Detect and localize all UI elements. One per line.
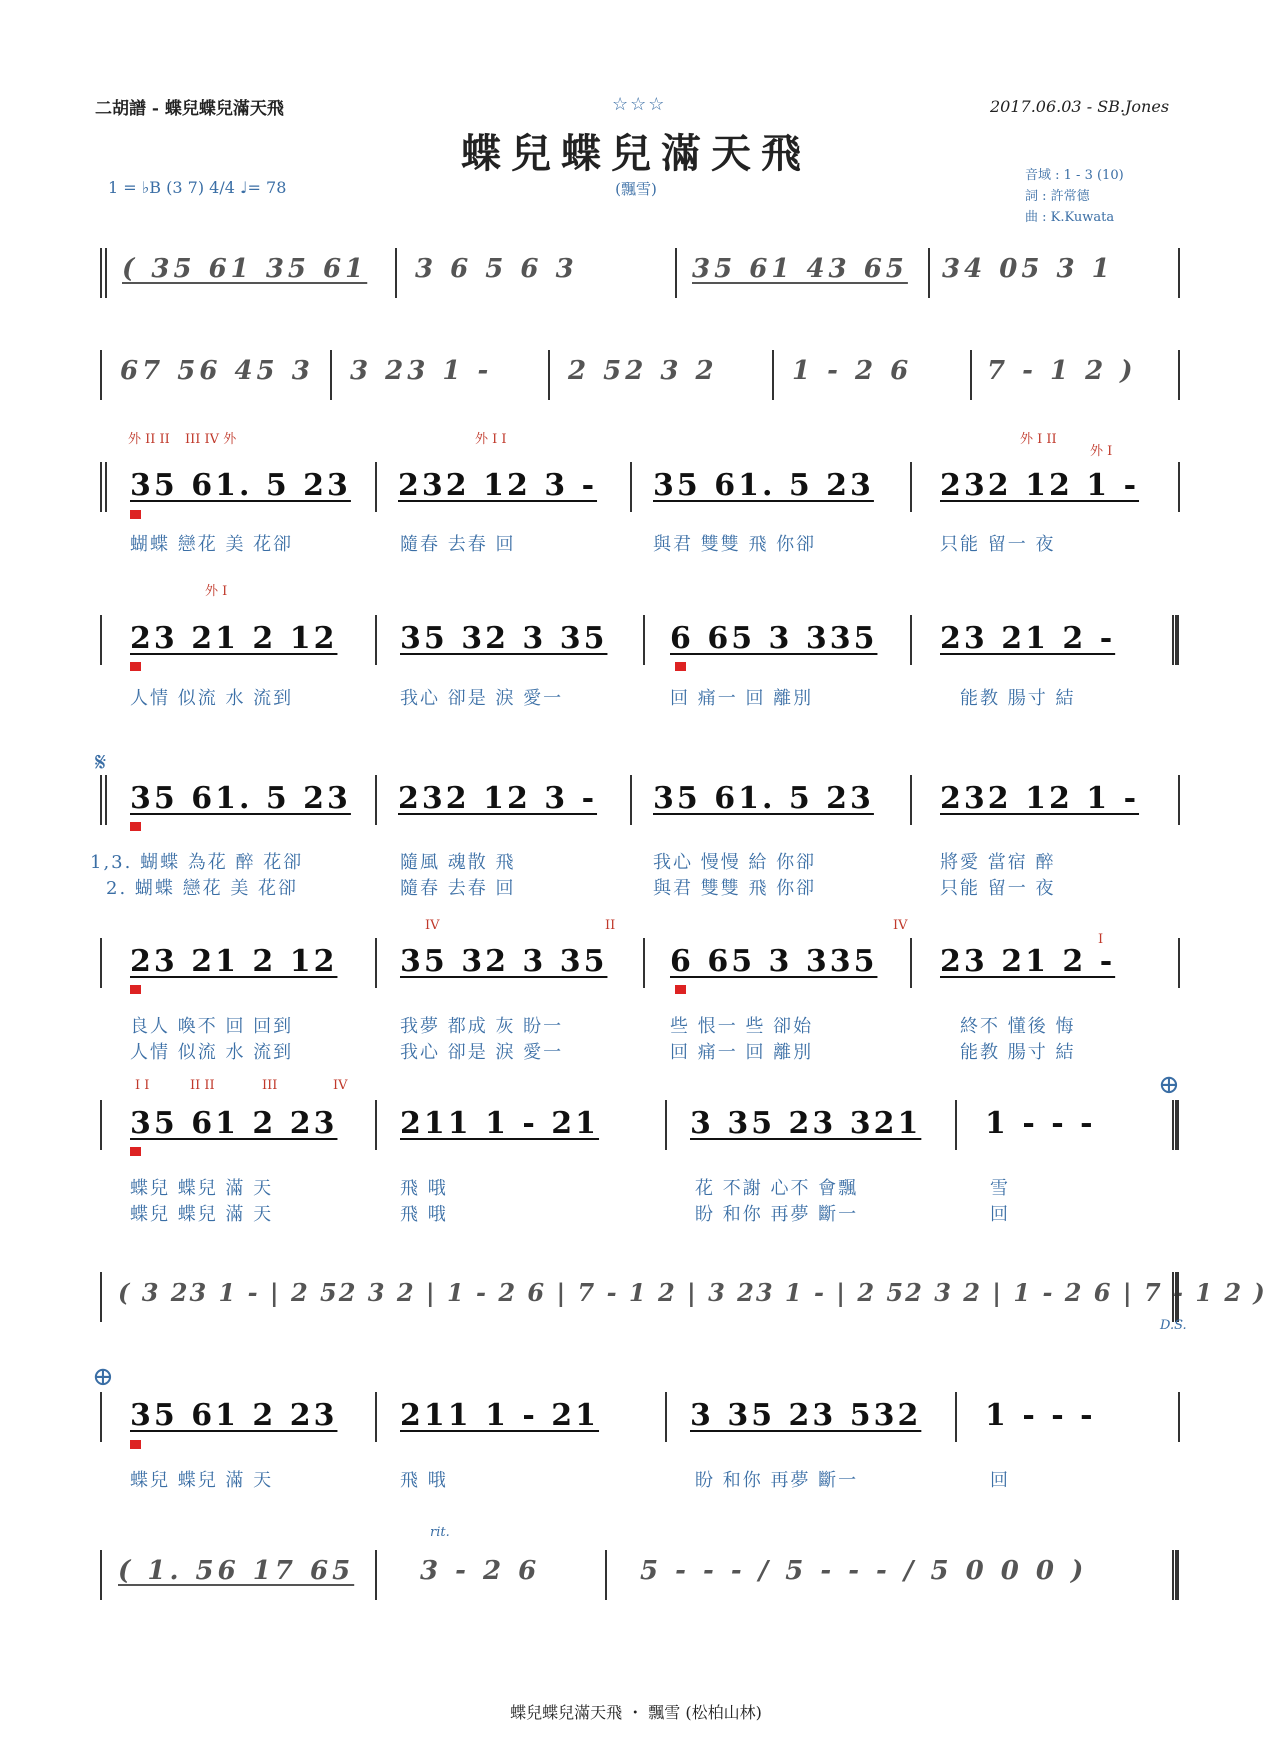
measure: 23 21 2 12: [130, 621, 338, 656]
measure: 232 12 3 -: [398, 781, 598, 816]
measure: ( 1. 56 17 65: [118, 1556, 355, 1586]
measure: 67 56 45 3: [120, 356, 314, 386]
bowing-mark: 外 I: [205, 584, 228, 599]
lyrics: 回: [990, 1204, 1010, 1225]
measure: 35 61. 5 23: [130, 781, 351, 816]
segno-sign: 𝄋: [95, 748, 107, 778]
lyrics: 花 不謝 心不 會飄: [695, 1178, 859, 1199]
footer: 蝶兒蝶兒滿天飛 ・ 飄雪 (松柏山林): [510, 1703, 762, 1722]
bowing-mark: II: [605, 918, 616, 933]
lyrics: 隨風 魂散 飛: [400, 852, 516, 873]
measure: 35 61. 5 23: [653, 781, 874, 816]
measure: 35 61 2 23: [130, 1398, 338, 1433]
measure: 211 1 - 21: [400, 1398, 600, 1433]
lyrics: 只能 留一 夜: [940, 534, 1056, 555]
measure: 6 65 3 335: [670, 944, 878, 979]
lyricist-info: 詞 : 許常德: [1025, 189, 1090, 204]
measure: 1 - - -: [985, 1398, 1096, 1433]
lyrics: 回: [990, 1470, 1010, 1491]
lyrics: 人情 似流 水 流到: [130, 688, 294, 709]
measure: 35 32 3 35: [400, 621, 608, 656]
lyrics: 蝶兒 蝶兒 滿 天: [130, 1178, 274, 1199]
measure: 23 21 2 -: [940, 621, 1116, 656]
bow-flag: [675, 662, 686, 671]
bow-flag: [130, 1440, 141, 1449]
measure: 2 52 3 2: [568, 356, 718, 386]
singer: (飄雪): [615, 180, 657, 198]
coda-sign: ⊕: [1158, 1070, 1180, 1100]
bow-flag: [130, 510, 141, 519]
bow-flag: [675, 985, 686, 994]
lyrics: 雪: [990, 1178, 1010, 1199]
measure: 23 21 2 12: [130, 944, 338, 979]
interlude-measures: ( 3 23 1 - | 2 52 3 2 | 1 - 2 6 | 7 - 1 2 | 3 23 1 - | 2 52 3 2 | 1 - 2 6 | 7 - 1 2 ): [118, 1278, 1267, 1307]
bowing-mark: I: [1098, 932, 1104, 947]
measure: 232 12 3 -: [398, 468, 598, 503]
bow-flag: [130, 822, 141, 831]
lyrics: 將愛 當宿 醉: [940, 852, 1056, 873]
ds-marking: D.S.: [1160, 1318, 1187, 1333]
lyrics: 飛 哦: [400, 1470, 448, 1491]
bowing-mark: 外 I II: [1020, 432, 1057, 447]
measure: 3 35 23 321: [690, 1106, 922, 1141]
lyrics: 我心 卻是 淚 愛一: [400, 688, 564, 709]
lyrics: 與君 雙雙 飛 你卻: [653, 534, 817, 555]
lyrics: 些 恨一 些 卻始: [670, 1016, 814, 1037]
lyrics: 隨春 去春 回: [400, 534, 516, 555]
lyrics: 回 痛一 回 離別: [670, 688, 814, 709]
lyrics: 隨春 去春 回: [400, 878, 516, 899]
composer-info: 曲 : K.Kuwata: [1025, 210, 1115, 225]
measure: 5 - - - / 5 - - - / 5 0 0 0 ): [640, 1556, 1088, 1586]
bowing-mark: IV: [333, 1078, 348, 1093]
bowing-mark: 外 II II: [128, 432, 170, 447]
lyrics: 2. 蝴蝶 戀花 美 花卻: [106, 878, 299, 899]
measure: 35 61. 5 23: [130, 468, 351, 503]
measure: 3 23 1 -: [350, 356, 493, 386]
measure: 1 - - -: [985, 1106, 1096, 1141]
credits: [1025, 165, 1124, 228]
lyrics: 盼 和你 再夢 斷一: [695, 1470, 859, 1491]
measure: 35 61 2 23: [130, 1106, 338, 1141]
lyrics: 我夢 都成 灰 盼一: [400, 1016, 564, 1037]
measure: 35 61. 5 23: [653, 468, 874, 503]
lyrics: 能教 腸寸 結: [960, 1042, 1076, 1063]
measure: 34 05 3 1: [942, 254, 1114, 284]
measure: 6 65 3 335: [670, 621, 878, 656]
bowing-mark: III IV 外: [185, 432, 237, 447]
measure: 35 32 3 35: [400, 944, 608, 979]
lyrics: 終不 懂後 悔: [960, 1016, 1076, 1037]
measure: 3 35 23 532: [690, 1398, 922, 1433]
lyrics: 蝶兒 蝶兒 滿 天: [130, 1470, 274, 1491]
header-right: 2017.06.03 - SB.Jones: [990, 97, 1170, 116]
coda-sign: ⊕: [92, 1362, 114, 1392]
page-title: 蝶兒蝶兒滿天飛: [461, 130, 811, 177]
header-left: 二胡譜 - 蝶兒蝶兒滿天飛: [95, 99, 284, 119]
measure: 1 - 2 6: [792, 356, 913, 386]
bowing-mark: 外 I I: [475, 432, 507, 447]
bow-flag: [130, 662, 141, 671]
lyrics: 良人 喚不 回 回到: [130, 1016, 294, 1037]
lyrics: 蝴蝶 戀花 美 花卻: [130, 534, 294, 555]
measure: 232 12 1 -: [940, 468, 1140, 503]
lyrics: 蝶兒 蝶兒 滿 天: [130, 1204, 274, 1225]
lyrics: 1,3. 蝴蝶 為花 醉 花卻: [90, 852, 304, 873]
lyrics: 我心 慢慢 給 你卻: [653, 852, 817, 873]
lyrics: 我心 卻是 淚 愛一: [400, 1042, 564, 1063]
lyrics: 與君 雙雙 飛 你卻: [653, 878, 817, 899]
bowing-mark: II II: [190, 1078, 215, 1093]
key-signature: 1 = ♭B (3 7) 4/4 ♩= 78: [108, 178, 287, 197]
measure: 232 12 1 -: [940, 781, 1140, 816]
bowing-mark: I I: [135, 1078, 150, 1093]
measure: 3 - 2 6: [420, 1556, 541, 1586]
rating-stars: ☆☆☆: [612, 94, 667, 115]
range-info: 音域 : 1 - 3 (10): [1025, 168, 1124, 183]
rit-marking: rit.: [430, 1525, 450, 1540]
lyrics: 能教 腸寸 結: [960, 688, 1076, 709]
lyrics: 盼 和你 再夢 斷一: [695, 1204, 859, 1225]
measure: 7 - 1 2 ): [987, 356, 1137, 386]
lyrics: 人情 似流 水 流到: [130, 1042, 294, 1063]
bowing-mark: IV: [425, 918, 440, 933]
measure: 35 61 43 65: [692, 254, 908, 284]
lyrics: 只能 留一 夜: [940, 878, 1056, 899]
measure: 211 1 - 21: [400, 1106, 600, 1141]
bow-flag: [130, 1147, 141, 1156]
bowing-mark: 外 I: [1090, 444, 1113, 459]
measure: 3 6 5 6 3: [415, 254, 578, 284]
measure: ( 35 61 35 61: [122, 254, 368, 284]
lyrics: 飛 哦: [400, 1204, 448, 1225]
measure: 23 21 2 -: [940, 944, 1116, 979]
bowing-mark: III: [262, 1078, 278, 1093]
lyrics: 回 痛一 回 離別: [670, 1042, 814, 1063]
bow-flag: [130, 985, 141, 994]
lyrics: 飛 哦: [400, 1178, 448, 1199]
bowing-mark: IV: [893, 918, 908, 933]
